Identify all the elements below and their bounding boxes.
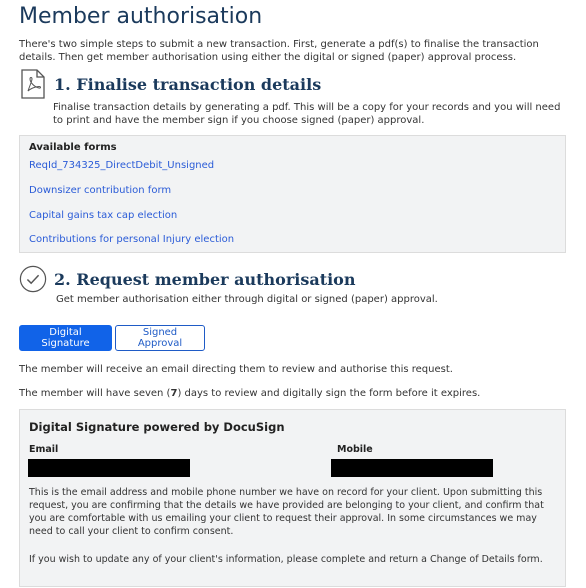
- email-info-text: The member will receive an email directing them to review and authorise this request.: [19, 364, 453, 375]
- form-link-direct-debit[interactable]: ReqId_734325_DirectDebit_Unsigned: [29, 160, 215, 171]
- expiry-info-text: [19, 388, 480, 399]
- digital-signature-button[interactable]: Digital Signature: [19, 325, 112, 351]
- step2-title: 2. Request member authorisation: [54, 269, 356, 289]
- available-forms-panel: [19, 135, 566, 253]
- email-value-redacted: [28, 459, 190, 477]
- update-details-text: If you wish to update any of your client's information, please complete and return a Change of Details form.: [29, 554, 543, 565]
- expiry-days: 7: [170, 388, 178, 399]
- mobile-label: Mobile: [337, 444, 373, 455]
- form-link-capital-gains[interactable]: Capital gains tax cap election: [29, 210, 178, 221]
- signed-approval-button[interactable]: Signed Approval: [115, 325, 205, 351]
- email-label: Email: [29, 444, 59, 455]
- consent-text: This is the email address and mobile phone number we have on record for your client. Upon submitting this request, you are confirming that the details we have provided are belonging to your client, and confirm that you are comfortable with us emailing your client to request their approval. In some circumstances we may need to call your client to confirm consent.: [29, 487, 544, 537]
- step1-title: 1. Finalise transaction details: [54, 74, 322, 94]
- expiry-text-post: ) days to review and digitally sign the form before it expires.: [177, 388, 481, 399]
- form-link-personal-injury[interactable]: Contributions for personal Injury election: [29, 234, 235, 245]
- step1-header: [19, 70, 321, 98]
- step1-description: Finalise transaction details by generating a pdf. This will be a copy for your records and you will need to print and have the member sign if you choose signed (paper) approval.: [53, 102, 561, 126]
- mobile-value-redacted: [331, 459, 493, 477]
- expiry-text-pre: The member will have seven (: [19, 388, 171, 399]
- step2-header: [19, 265, 355, 293]
- step2-description: Get member authorisation either through digital or signed (paper) approval.: [56, 294, 438, 305]
- check-circle-icon: [19, 265, 47, 293]
- intro-text: There's two simple steps to submit a new transaction. First, generate a pdf(s) to finalise the transaction details. Then get member authorisation using either the digital or signed (paper) approval process.: [19, 39, 539, 63]
- form-link-downsizer[interactable]: Downsizer contribution form: [29, 185, 172, 196]
- available-forms-title: Available forms: [29, 142, 117, 153]
- pdf-file-icon: [19, 70, 47, 98]
- page-title: Member authorisation: [19, 4, 263, 29]
- docusign-panel: [19, 409, 566, 587]
- docusign-title: Digital Signature powered by DocuSign: [29, 420, 285, 434]
